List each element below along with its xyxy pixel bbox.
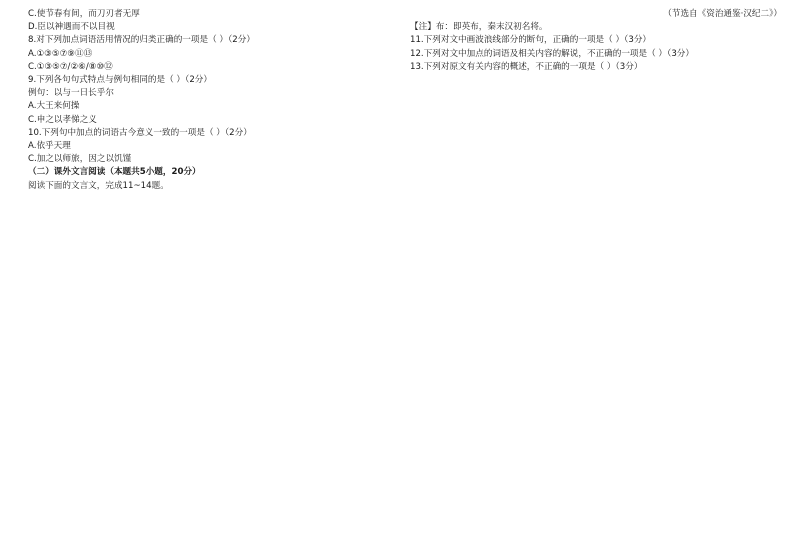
question-10-stem: 10.下列句中加点的词语古今意义一致的一项是（ ）（2分）: [28, 127, 252, 138]
question-13-stem: 13.下列对原文有关内容的概述，不正确的一项是（ ）（3分）: [410, 61, 643, 72]
question-8-stem: 8.对下列加点词语活用情况的归类正确的一项是（ ）（2分）: [28, 35, 255, 46]
question-9-option-c: C.申之以孝悌之义: [28, 114, 97, 125]
question-8-option-a: A.①③⑤⑦⑨⑪⑬: [28, 48, 93, 59]
question-9-example: 例句：以与一日长乎尔: [28, 88, 114, 99]
text-line: D.臣以神遇而不以目视: [28, 22, 115, 33]
question-12-stem: 12.下列对文中加点的词语及相关内容的解说，不正确的一项是（ ）（3分）: [410, 48, 694, 59]
question-8-option-c: C.①③⑤⑦/②⑥/⑧⑩⑫: [28, 61, 113, 72]
left-column: [28, 8, 400, 542]
section-heading: （二）课外文言阅读（本题共5小题，20分）: [28, 167, 201, 178]
question-9-option-a: A.大王来何操: [28, 101, 80, 112]
text-line: C.使节春有间，而刀刃者无厚: [28, 9, 140, 19]
right-column: [410, 8, 782, 542]
section-instruction: 阅读下面的文言文，完成11~14题。: [28, 180, 169, 191]
annotation-note: 【注】布：即英布，秦末汉初名将。: [410, 22, 548, 33]
question-10-option-c: C.加之以师旅，因之以饥馑: [28, 154, 132, 165]
passage-citation: （节选自《资治通鉴·汉纪二》）: [663, 9, 782, 19]
question-10-option-a: A.依乎天理: [28, 141, 71, 152]
question-11-stem: 11.下列对文中画波浪线部分的断句，正确的一项是（ ）（3分）: [410, 35, 652, 46]
question-9-stem: 9.下列各句句式特点与例句相同的是（ ）（2分）: [28, 75, 212, 86]
